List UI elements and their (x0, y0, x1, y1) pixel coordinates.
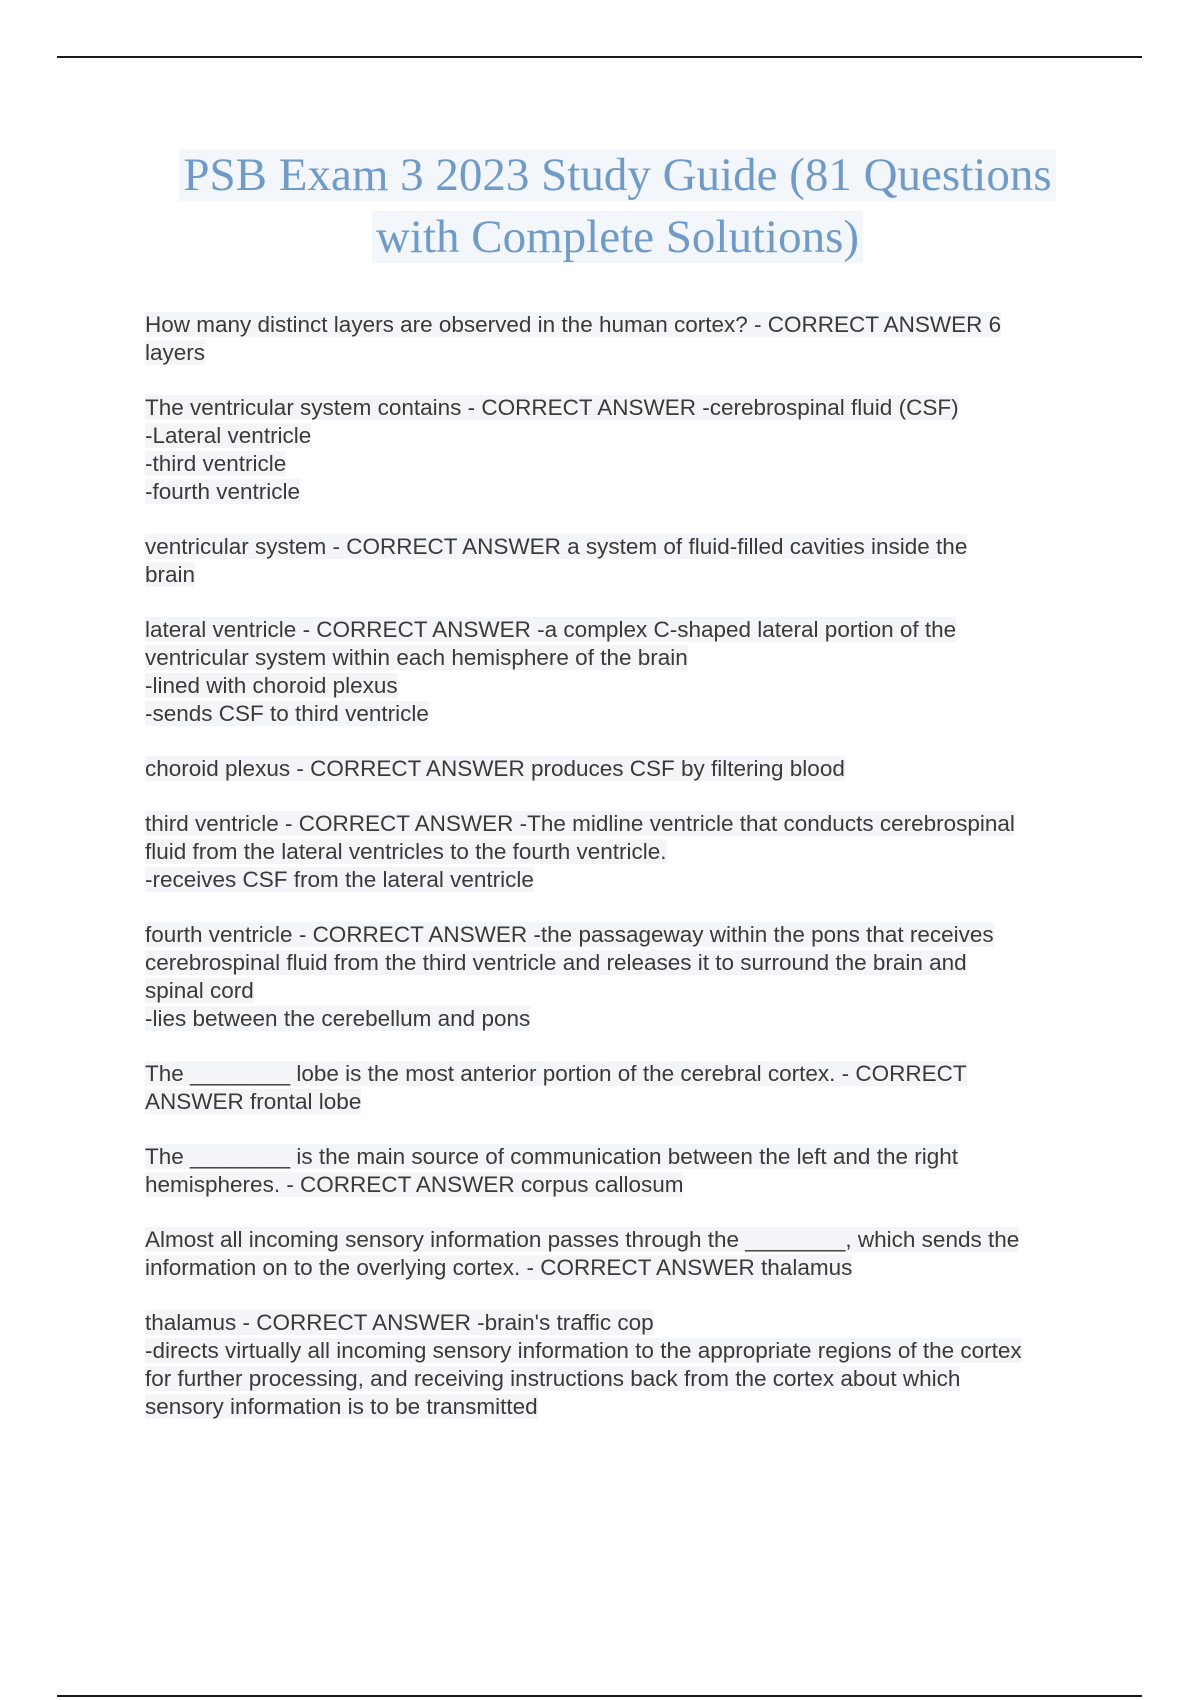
qa-item-lateral-ventricle: lateral ventricle - CORRECT ANSWER -a complex C-shaped lateral portion of the ventricular system within each hemisphere of the brain -lined with choroid plexus -sends CSF to third ventricle (145, 617, 957, 726)
title-line-2: with Complete Solutions) (140, 206, 1095, 268)
qa-item-ventricular-system: ventricular system - CORRECT ANSWER a system of fluid-filled cavities inside the brain (145, 534, 968, 587)
qa-item-thalamus-definition: thalamus - CORRECT ANSWER -brain's traffic cop -directs virtually all incoming sensory information to the appropriate regions of the cortex for further processing, and receiving instructions back from the cortex about which sensory information is to be transmitted (145, 1310, 1022, 1419)
qa-item-ventricular-contents: The ventricular system contains - CORRECT ANSWER -cerebrospinal fluid (CSF) -Lateral ventricle -third ventricle -fourth ventricle (145, 395, 959, 504)
qa-item-third-ventricle: third ventricle - CORRECT ANSWER -The midline ventricle that conducts cerebrospinal fluid from the lateral ventricles to the fourth ventricle. -receives CSF from the lateral ventricle (145, 811, 1015, 892)
top-rule (57, 56, 1142, 58)
qa-item-corpus-callosum: The ________ is the main source of communication between the left and the right hemispheres. - CORRECT ANSWER corpus callosum (145, 1144, 958, 1197)
qa-item-fourth-ventricle: fourth ventricle - CORRECT ANSWER -the passageway within the pons that receives cerebrospinal fluid from the third ventricle and releases it to surround the brain and spinal cord -lies between the cerebellum and pons (145, 922, 994, 1031)
bottom-rule (57, 1695, 1142, 1697)
qa-item-cortex-layers: How many distinct layers are observed in the human cortex? - CORRECT ANSWER 6 layers (145, 312, 1002, 365)
page-title (140, 144, 1095, 268)
question-list (145, 311, 1100, 1448)
qa-item-frontal-lobe: The ________ lobe is the most anterior portion of the cerebral cortex. - CORRECT ANSWER frontal lobe (145, 1061, 967, 1114)
title-line-1: PSB Exam 3 2023 Study Guide (81 Questions (140, 144, 1095, 206)
qa-item-thalamus-question: Almost all incoming sensory information passes through the ________, which sends the information on to the overlying cortex. - CORRECT ANSWER thalamus (145, 1227, 1020, 1280)
qa-item-choroid-plexus: choroid plexus - CORRECT ANSWER produces CSF by filtering blood (145, 756, 845, 781)
